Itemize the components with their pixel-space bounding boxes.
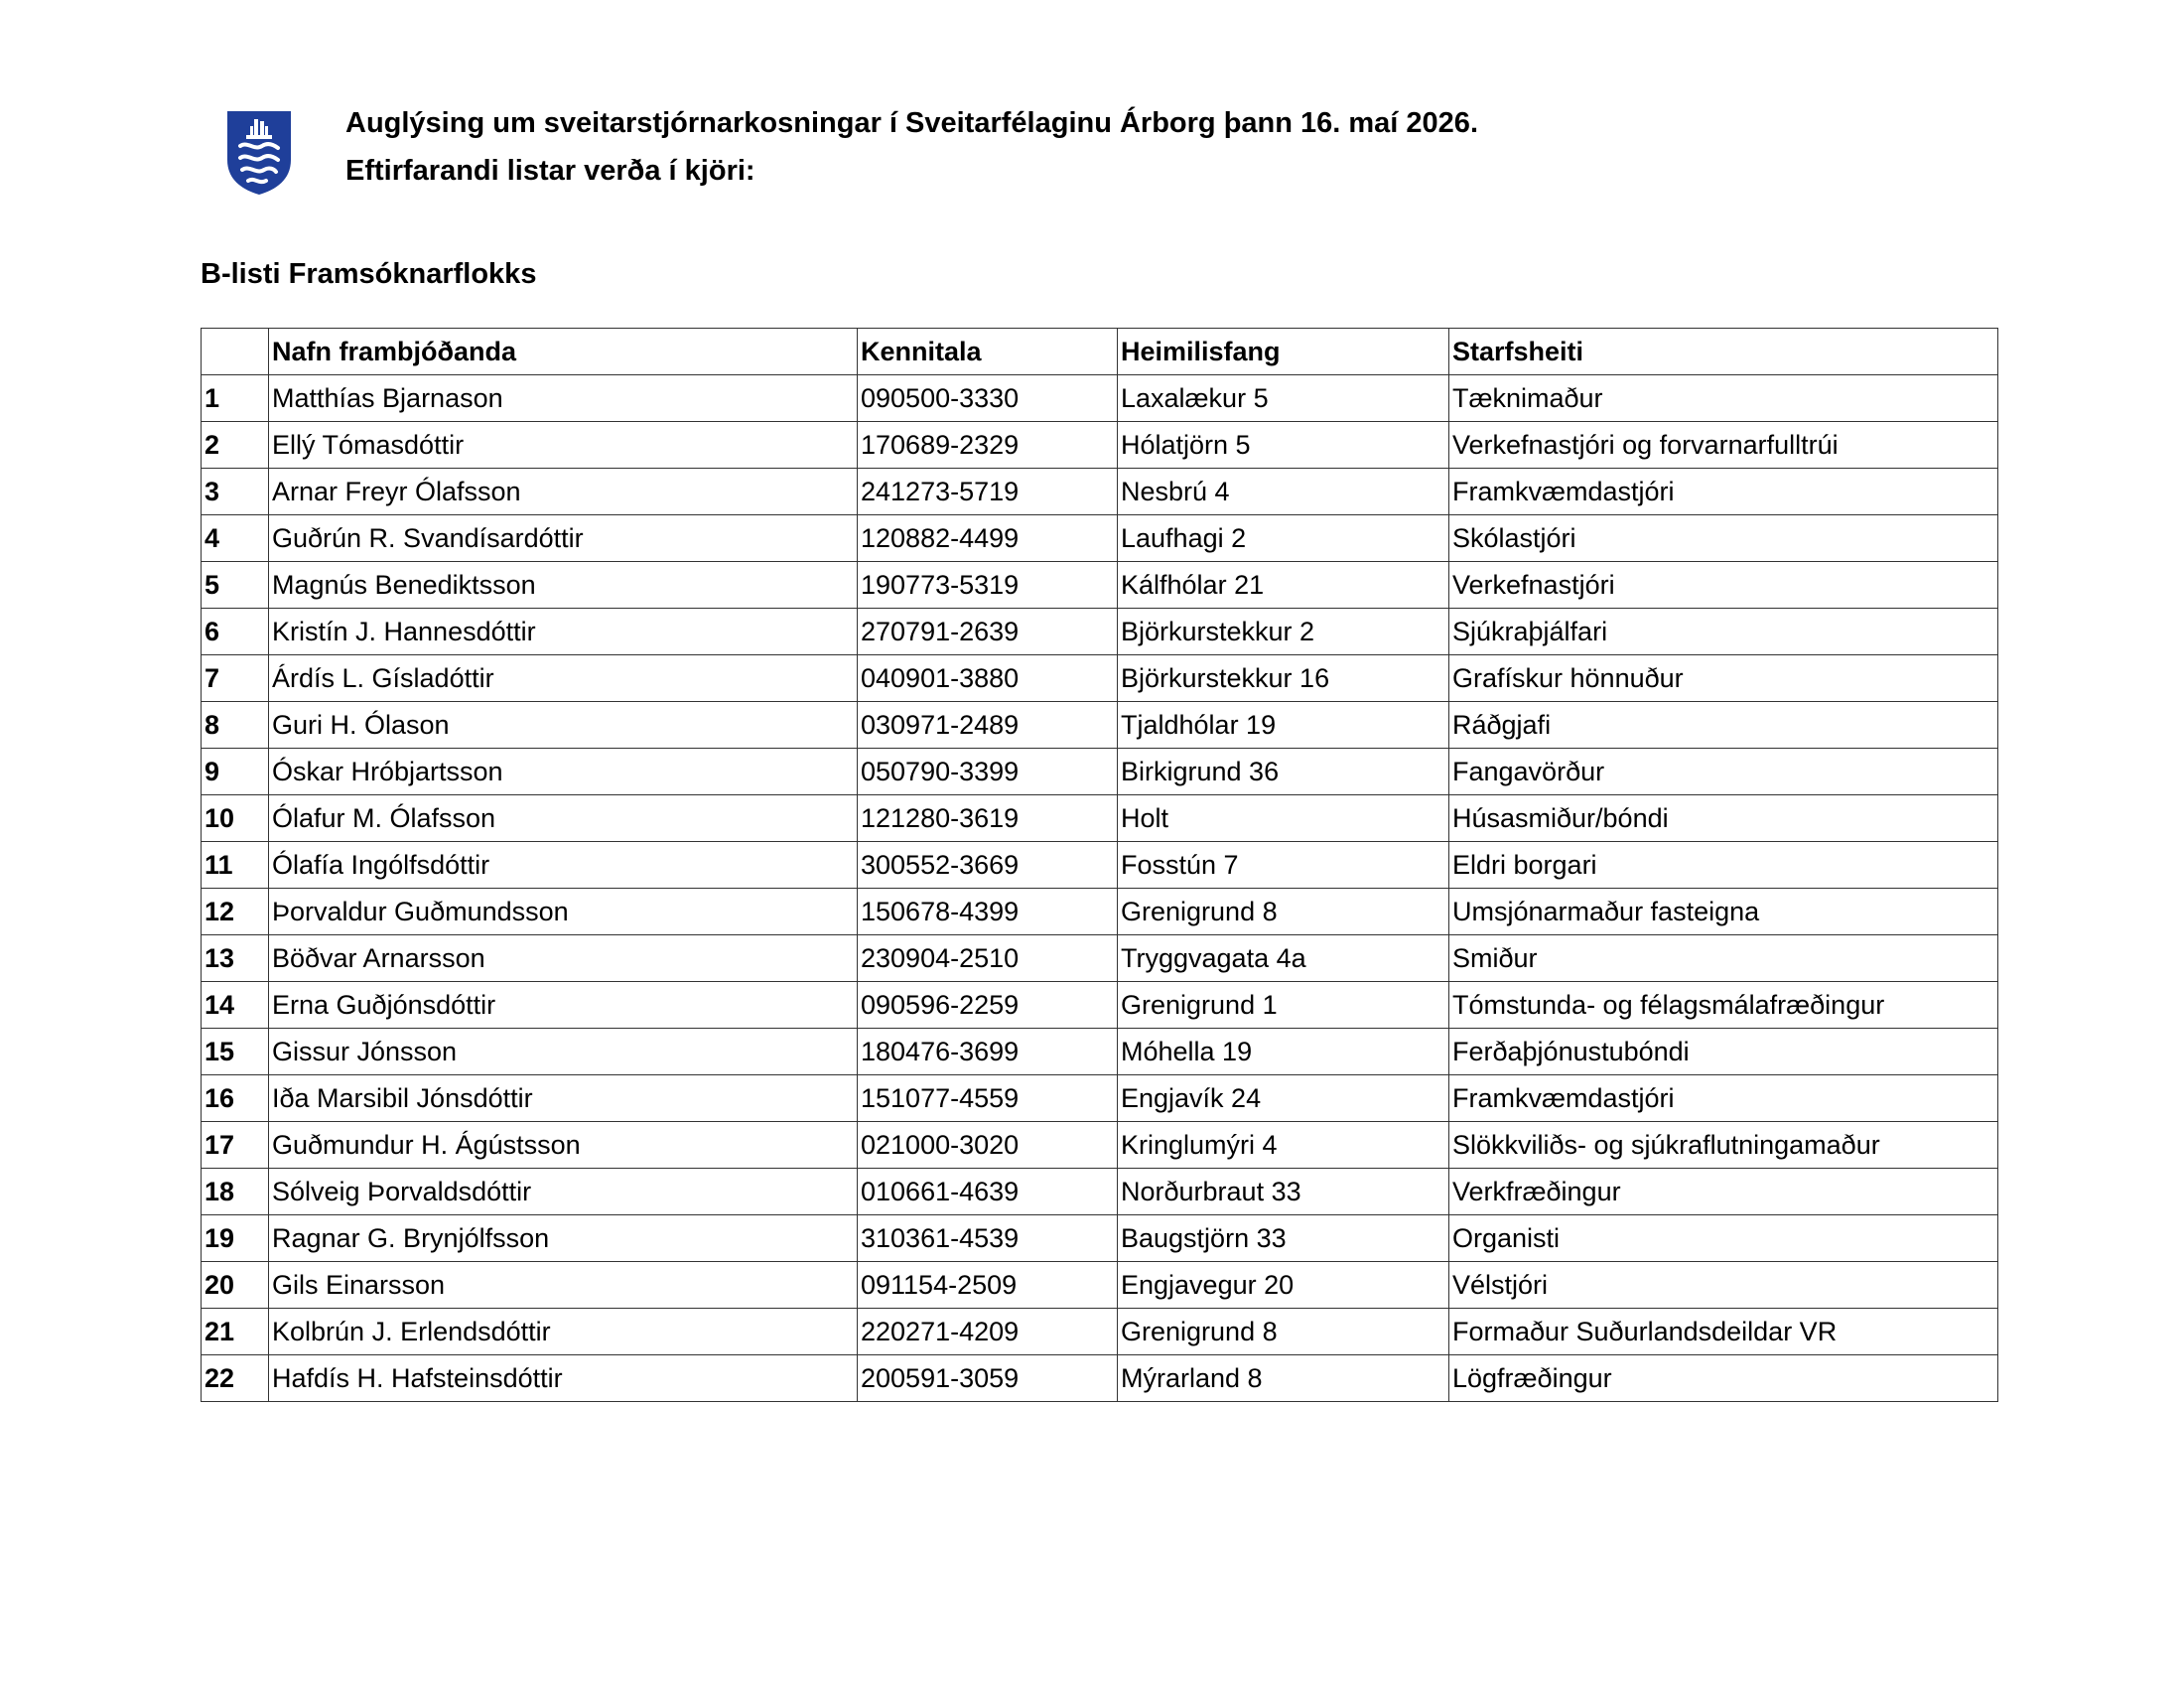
column-header-address: Heimilisfang [1118, 329, 1449, 375]
candidate-address: Laxalækur 5 [1118, 375, 1449, 422]
candidate-number: 12 [202, 889, 269, 935]
candidate-address: Hólatjörn 5 [1118, 422, 1449, 469]
column-header-occupation: Starfsheiti [1449, 329, 1998, 375]
table-row [202, 655, 1998, 702]
candidate-kennitala: 151077-4559 [858, 1075, 1118, 1122]
candidate-name: Matthías Bjarnason [269, 375, 858, 422]
candidate-occupation: Ráðgjafi [1449, 702, 1998, 749]
candidate-kennitala: 180476-3699 [858, 1029, 1118, 1075]
candidate-address: Fosstún 7 [1118, 842, 1449, 889]
announcement-title-line-2: Eftirfarandi listar verða í kjöri: [345, 155, 755, 187]
candidate-kennitala: 040901-3880 [858, 655, 1118, 702]
candidate-address: Björkurstekkur 16 [1118, 655, 1449, 702]
table-row [202, 422, 1998, 469]
candidate-number: 20 [202, 1262, 269, 1309]
table-row [202, 515, 1998, 562]
candidate-name: Ólafía Ingólfsdóttir [269, 842, 858, 889]
table-row [202, 1122, 1998, 1169]
candidate-number: 8 [202, 702, 269, 749]
candidate-number: 1 [202, 375, 269, 422]
announcement-title-line-1: Auglýsing um sveitarstjórnarkosningar í Sveitarfélaginu Árborg þann 16. maí 2026. [345, 107, 1478, 139]
candidate-number: 18 [202, 1169, 269, 1215]
candidate-name: Arnar Freyr Ólafsson [269, 469, 858, 515]
candidate-number: 11 [202, 842, 269, 889]
candidate-name: Guðmundur H. Ágústsson [269, 1122, 858, 1169]
candidate-kennitala: 010661-4639 [858, 1169, 1118, 1215]
candidate-address: Kálfhólar 21 [1118, 562, 1449, 609]
candidate-address: Engjavegur 20 [1118, 1262, 1449, 1309]
candidate-name: Iða Marsibil Jónsdóttir [269, 1075, 858, 1122]
candidate-number: 19 [202, 1215, 269, 1262]
candidate-number: 15 [202, 1029, 269, 1075]
arborg-coat-of-arms-icon [226, 110, 292, 196]
candidate-number: 2 [202, 422, 269, 469]
candidate-occupation: Grafískur hönnuður [1449, 655, 1998, 702]
candidate-name: Böðvar Arnarsson [269, 935, 858, 982]
candidate-number: 5 [202, 562, 269, 609]
candidate-kennitala: 121280-3619 [858, 795, 1118, 842]
candidate-name: Guðrún R. Svandísardóttir [269, 515, 858, 562]
column-header-number [202, 329, 269, 375]
candidate-number: 6 [202, 609, 269, 655]
candidate-occupation: Framkvæmdastjóri [1449, 1075, 1998, 1122]
candidate-name: Ellý Tómasdóttir [269, 422, 858, 469]
candidate-kennitala: 050790-3399 [858, 749, 1118, 795]
candidate-kennitala: 091154-2509 [858, 1262, 1118, 1309]
candidate-name: Óskar Hróbjartsson [269, 749, 858, 795]
candidate-address: Grenigrund 1 [1118, 982, 1449, 1029]
candidate-kennitala: 230904-2510 [858, 935, 1118, 982]
candidate-number: 14 [202, 982, 269, 1029]
table-row [202, 935, 1998, 982]
table-row [202, 702, 1998, 749]
candidate-name: Guri H. Ólason [269, 702, 858, 749]
table-row [202, 1169, 1998, 1215]
candidate-address: Engjavík 24 [1118, 1075, 1449, 1122]
candidate-occupation: Smiður [1449, 935, 1998, 982]
candidate-kennitala: 021000-3020 [858, 1122, 1118, 1169]
candidate-kennitala: 241273-5719 [858, 469, 1118, 515]
candidates-table [201, 328, 1998, 1402]
candidate-address: Laufhagi 2 [1118, 515, 1449, 562]
table-row [202, 1029, 1998, 1075]
candidate-occupation: Verkefnastjóri og forvarnarfulltrúi [1449, 422, 1998, 469]
candidate-occupation: Eldri borgari [1449, 842, 1998, 889]
candidate-occupation: Slökkviliðs- og sjúkraflutningamaður [1449, 1122, 1998, 1169]
table-row [202, 469, 1998, 515]
column-header-kennitala: Kennitala [858, 329, 1118, 375]
candidate-occupation: Tæknimaður [1449, 375, 1998, 422]
candidate-address: Norðurbraut 33 [1118, 1169, 1449, 1215]
candidate-address: Tjaldhólar 19 [1118, 702, 1449, 749]
candidate-kennitala: 270791-2639 [858, 609, 1118, 655]
candidate-name: Kolbrún J. Erlendsdóttir [269, 1309, 858, 1355]
candidate-name: Kristín J. Hannesdóttir [269, 609, 858, 655]
candidate-number: 7 [202, 655, 269, 702]
column-header-name: Nafn frambjóðanda [269, 329, 858, 375]
candidate-kennitala: 090596-2259 [858, 982, 1118, 1029]
table-row [202, 749, 1998, 795]
candidate-address: Nesbrú 4 [1118, 469, 1449, 515]
candidate-kennitala: 120882-4499 [858, 515, 1118, 562]
candidate-address: Tryggvagata 4a [1118, 935, 1449, 982]
candidate-address: Björkurstekkur 2 [1118, 609, 1449, 655]
candidate-address: Móhella 19 [1118, 1029, 1449, 1075]
candidate-kennitala: 310361-4539 [858, 1215, 1118, 1262]
candidate-number: 22 [202, 1355, 269, 1402]
candidate-name: Árdís L. Gísladóttir [269, 655, 858, 702]
candidate-occupation: Vélstjóri [1449, 1262, 1998, 1309]
candidate-occupation: Ferðaþjónustubóndi [1449, 1029, 1998, 1075]
candidate-name: Hafdís H. Hafsteinsdóttir [269, 1355, 858, 1402]
candidate-number: 4 [202, 515, 269, 562]
table-row [202, 889, 1998, 935]
table-row [202, 1355, 1998, 1402]
table-row [202, 1075, 1998, 1122]
table-row [202, 795, 1998, 842]
candidate-occupation: Fangavörður [1449, 749, 1998, 795]
candidate-kennitala: 170689-2329 [858, 422, 1118, 469]
candidate-kennitala: 300552-3669 [858, 842, 1118, 889]
candidate-name: Gils Einarsson [269, 1262, 858, 1309]
candidate-occupation: Tómstunda- og félagsmálafræðingur [1449, 982, 1998, 1029]
candidate-name: Erna Guðjónsdóttir [269, 982, 858, 1029]
candidate-occupation: Formaður Suðurlandsdeildar VR [1449, 1309, 1998, 1355]
candidate-occupation: Framkvæmdastjóri [1449, 469, 1998, 515]
candidate-name: Sólveig Þorvaldsdóttir [269, 1169, 858, 1215]
table-row [202, 562, 1998, 609]
candidate-name: Ragnar G. Brynjólfsson [269, 1215, 858, 1262]
candidate-kennitala: 220271-4209 [858, 1309, 1118, 1355]
candidate-number: 13 [202, 935, 269, 982]
candidate-occupation: Skólastjóri [1449, 515, 1998, 562]
candidate-name: Gissur Jónsson [269, 1029, 858, 1075]
table-row [202, 1215, 1998, 1262]
candidate-kennitala: 190773-5319 [858, 562, 1118, 609]
candidate-occupation: Umsjónarmaður fasteigna [1449, 889, 1998, 935]
candidate-name: Magnús Benediktsson [269, 562, 858, 609]
table-header-row [202, 329, 1998, 375]
candidate-number: 16 [202, 1075, 269, 1122]
candidate-occupation: Sjúkraþjálfari [1449, 609, 1998, 655]
candidate-number: 9 [202, 749, 269, 795]
candidate-kennitala: 150678-4399 [858, 889, 1118, 935]
candidate-address: Baugstjörn 33 [1118, 1215, 1449, 1262]
candidate-number: 21 [202, 1309, 269, 1355]
candidate-address: Mýrarland 8 [1118, 1355, 1449, 1402]
table-row [202, 609, 1998, 655]
candidate-kennitala: 030971-2489 [858, 702, 1118, 749]
candidate-name: Ólafur M. Ólafsson [269, 795, 858, 842]
candidate-kennitala: 090500-3330 [858, 375, 1118, 422]
table-row [202, 982, 1998, 1029]
candidate-occupation: Húsasmiður/bóndi [1449, 795, 1998, 842]
candidate-address: Grenigrund 8 [1118, 1309, 1449, 1355]
candidate-name: Þorvaldur Guðmundsson [269, 889, 858, 935]
table-row [202, 375, 1998, 422]
announcement-title [345, 99, 1478, 195]
candidate-occupation: Lögfræðingur [1449, 1355, 1998, 1402]
candidate-number: 17 [202, 1122, 269, 1169]
table-row [202, 1309, 1998, 1355]
candidate-occupation: Organisti [1449, 1215, 1998, 1262]
candidate-address: Kringlumýri 4 [1118, 1122, 1449, 1169]
candidate-kennitala: 200591-3059 [858, 1355, 1118, 1402]
candidate-address: Birkigrund 36 [1118, 749, 1449, 795]
candidate-address: Holt [1118, 795, 1449, 842]
candidate-number: 3 [202, 469, 269, 515]
table-row [202, 1262, 1998, 1309]
list-heading: B-listi Framsóknarflokks [201, 258, 537, 290]
candidate-number: 10 [202, 795, 269, 842]
candidate-address: Grenigrund 8 [1118, 889, 1449, 935]
candidate-occupation: Verkefnastjóri [1449, 562, 1998, 609]
table-row [202, 842, 1998, 889]
candidate-occupation: Verkfræðingur [1449, 1169, 1998, 1215]
